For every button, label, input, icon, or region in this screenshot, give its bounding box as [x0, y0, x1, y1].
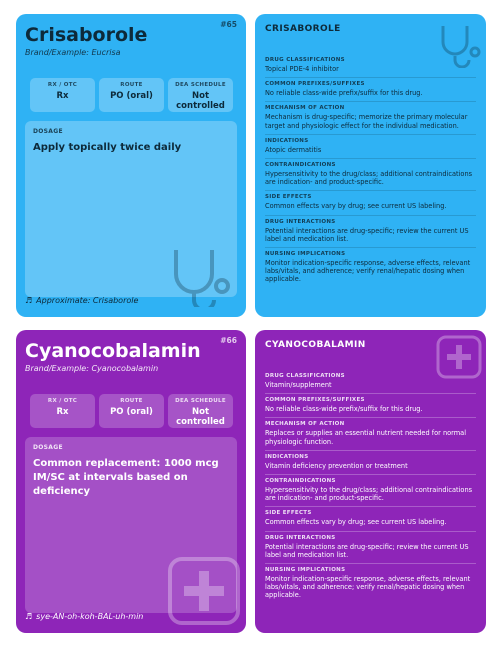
dosage-value: Apply topically twice daily	[33, 142, 182, 153]
section-value: Vitamin deficiency prevention or treatment	[265, 461, 408, 470]
section-value: Common effects vary by drug; see current US labeling.	[265, 202, 447, 211]
section-label: INDICATIONS	[265, 453, 309, 460]
section-prefixes-suffixes	[265, 394, 476, 418]
section-value: Monitor indication-specific response, adverse effects, relevant labs/vitals, and adherence; verify renal/hepatic dosing when applicable.	[265, 259, 471, 284]
section-value: No reliable class-wide prefix/suffix for this drug.	[265, 89, 423, 98]
dosage-label: DOSAGE	[33, 128, 63, 135]
section-side-effects	[265, 191, 476, 215]
brand-example: Brand/Example: Cyanocobalamin	[25, 364, 159, 373]
section-drug-classifications	[265, 54, 476, 78]
section-label: MECHANISM OF ACTION	[265, 421, 345, 428]
section-label: DRUG CLASSIFICATIONS	[265, 373, 345, 379]
section-label: COMMON PREFIXES/SUFFIXES	[265, 397, 365, 404]
badge-label: DEA SCHEDULE	[175, 398, 226, 404]
section-drug-interactions	[265, 216, 476, 248]
section-prefixes-suffixes	[265, 78, 476, 102]
section-value: Hypersensitivity to the drug/class; additional contraindications are indication- and product-specific.	[265, 486, 473, 503]
badge-value: PO (oral)	[110, 91, 153, 101]
section-value: Monitor indication-specific response, adverse effects, relevant labs/vitals, and adherence; verify renal/hepatic dosing when applicable.	[265, 575, 471, 600]
card-number: #66	[220, 336, 237, 345]
drug-name: Crisaborole	[25, 24, 148, 46]
badge-dea-schedule	[168, 78, 233, 112]
section-label: NURSING IMPLICATIONS	[265, 567, 346, 574]
badge-label: RX / OTC	[47, 398, 78, 404]
section-drug-classifications	[265, 370, 476, 394]
card-front-cyanocobalamin	[16, 330, 246, 633]
badge-value: Rx	[56, 91, 69, 101]
section-drug-interactions	[265, 532, 476, 564]
section-label: MECHANISM OF ACTION	[265, 105, 345, 112]
pronunciation	[25, 296, 138, 305]
card-back-crisaborole	[255, 14, 486, 317]
badge-dea-schedule	[168, 394, 233, 428]
badge-value: Not controlled	[176, 91, 225, 111]
badge-label: ROUTE	[120, 82, 143, 88]
section-contraindications	[265, 475, 476, 507]
section-side-effects	[265, 507, 476, 531]
dosage-label: DOSAGE	[33, 444, 63, 451]
badge-label: DEA SCHEDULE	[175, 82, 226, 88]
pronunciation	[25, 612, 143, 621]
section-value: Replaces or supplies an essential nutrient needed for normal physiologic function.	[265, 429, 467, 446]
section-label: NURSING IMPLICATIONS	[265, 251, 346, 258]
section-label: DRUG CLASSIFICATIONS	[265, 57, 345, 63]
card-number: #65	[220, 20, 237, 29]
music-note-icon: ♬	[25, 612, 33, 621]
section-value: Potential interactions are drug-specific; review the current US label and medication list.	[265, 226, 469, 243]
card-front-crisaborole	[16, 14, 246, 317]
stethoscope-icon	[166, 242, 236, 307]
section-label: INDICATIONS	[265, 137, 309, 144]
section-value: Potential interactions are drug-specific; review the current US label and medication list.	[265, 542, 469, 559]
section-label: SIDE EFFECTS	[265, 510, 312, 517]
section-value: Common effects vary by drug; see current US labeling.	[265, 518, 447, 527]
pronunciation-text: sye-AN-oh-koh-BAL-uh-min	[36, 612, 144, 621]
pronunciation-text: Approximate: Crisaborole	[36, 296, 139, 305]
section-nursing-implications	[265, 248, 476, 288]
badge-label: RX / OTC	[47, 82, 78, 88]
badge-value: Not controlled	[176, 407, 225, 427]
badge-value: PO (oral)	[110, 407, 153, 417]
back-title: CRISABOROLE	[265, 24, 341, 34]
section-label: COMMON PREFIXES/SUFFIXES	[265, 81, 365, 88]
card-back-cyanocobalamin	[255, 330, 486, 633]
medical-cross-icon	[166, 555, 242, 627]
section-label: CONTRAINDICATIONS	[265, 162, 336, 169]
badge-rx-otc	[30, 394, 95, 428]
section-value: No reliable class-wide prefix/suffix for this drug.	[265, 405, 423, 414]
section-label: CONTRAINDICATIONS	[265, 478, 336, 485]
section-label: DRUG INTERACTIONS	[265, 218, 336, 225]
badge-label: ROUTE	[120, 398, 143, 404]
section-mechanism	[265, 102, 476, 134]
brand-example: Brand/Example: Eucrisa	[25, 48, 121, 57]
badge-rx-otc	[30, 78, 95, 112]
section-value: Hypersensitivity to the drug/class; additional contraindications are indication- and product-specific.	[265, 170, 473, 187]
section-list	[265, 54, 476, 288]
music-note-icon: ♬	[25, 296, 33, 305]
section-label: DRUG INTERACTIONS	[265, 534, 336, 541]
section-indications	[265, 451, 476, 475]
section-nursing-implications	[265, 564, 476, 604]
dosage-value: Common replacement: 1000 mcg IM/SC at intervals based on deficiency	[33, 458, 219, 497]
back-title: CYANOCOBALAMIN	[265, 340, 366, 350]
badge-value: Rx	[56, 407, 69, 417]
section-contraindications	[265, 159, 476, 191]
section-label: SIDE EFFECTS	[265, 194, 312, 201]
drug-name: Cyanocobalamin	[25, 340, 201, 362]
badge-route	[99, 394, 164, 428]
badge-route	[99, 78, 164, 112]
section-value: Topical PDE-4 inhibitor	[265, 65, 339, 73]
section-list	[265, 370, 476, 604]
section-value: Mechanism is drug-specific; memorize the primary molecular target and physiologic effect for the individual medication.	[265, 113, 468, 130]
section-value: Atopic dermatitis	[265, 145, 322, 154]
section-indications	[265, 135, 476, 159]
section-value: Vitamin/supplement	[265, 381, 332, 389]
section-mechanism	[265, 418, 476, 450]
